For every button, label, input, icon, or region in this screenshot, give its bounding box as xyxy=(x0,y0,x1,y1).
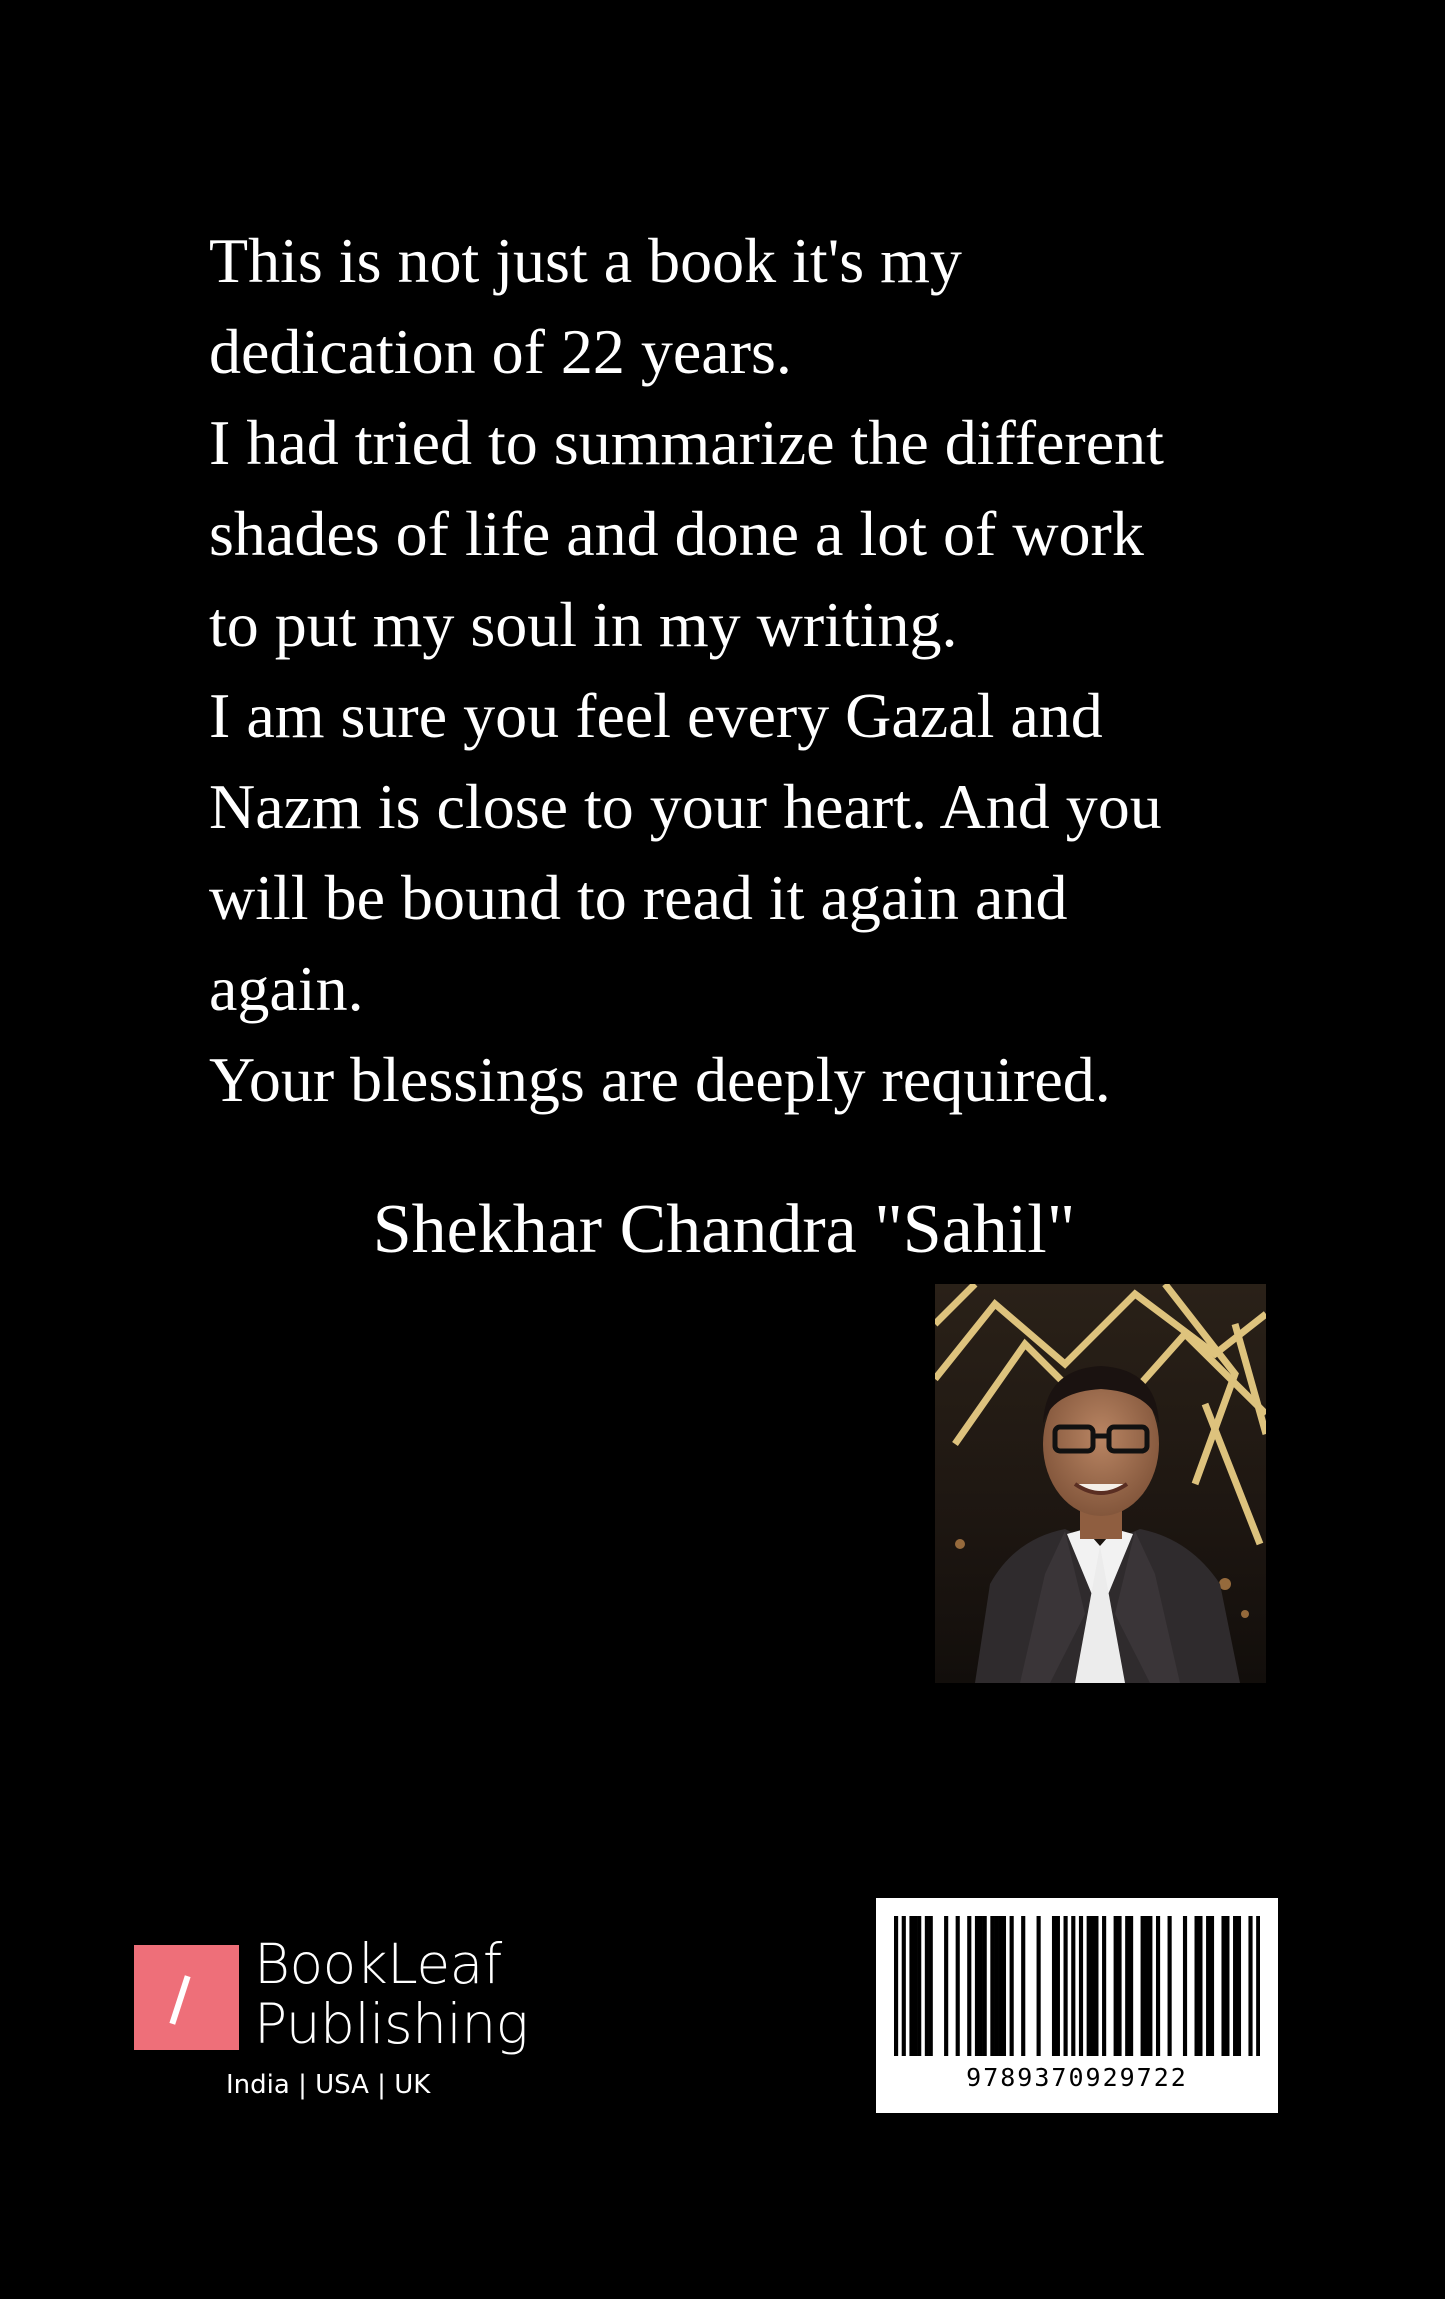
barcode-bar xyxy=(944,1916,948,2056)
barcode-bar xyxy=(1225,1916,1229,2056)
barcode-bar xyxy=(1183,1916,1187,2056)
barcode-bar xyxy=(994,1916,998,2056)
blurb-line: shades of life and done a lot of work xyxy=(209,498,1144,569)
isbn-barcode xyxy=(876,1898,1278,2113)
barcode-bar xyxy=(902,1916,906,2056)
barcode-bar xyxy=(894,1916,898,2056)
author-photo xyxy=(935,1284,1266,1683)
logo-mark xyxy=(134,1945,239,2050)
isbn-number: 9789370929722 xyxy=(966,2063,1188,2092)
blurb-text xyxy=(209,215,1309,1125)
barcode-bar xyxy=(1090,1916,1094,2056)
barcode-bar xyxy=(967,1916,971,2056)
barcode-bar xyxy=(979,1916,983,2056)
barcode-bar xyxy=(1198,1916,1202,2056)
blurb-line: Your blessings are deeply required. xyxy=(209,1044,1111,1115)
barcode-bar xyxy=(998,1916,1002,2056)
barcode-bar xyxy=(1168,1916,1172,2056)
barcode-bar xyxy=(1233,1916,1237,2056)
barcode-bar xyxy=(1052,1916,1056,2056)
barcode-bar xyxy=(1125,1916,1129,2056)
barcode-bar xyxy=(1141,1916,1145,2056)
barcode-bar xyxy=(1221,1916,1225,2056)
blurb-line: to put my soul in my writing. xyxy=(209,589,958,660)
barcode-bar xyxy=(956,1916,960,2056)
barcode-bar xyxy=(1002,1916,1006,2056)
barcode-bar xyxy=(1256,1916,1260,2056)
barcode-bars xyxy=(894,1916,1260,2056)
barcode-bar xyxy=(1064,1916,1068,2056)
barcode-bar xyxy=(917,1916,921,2056)
barcode-bar xyxy=(990,1916,994,2056)
barcode-bar xyxy=(1071,1916,1075,2056)
barcode-bar xyxy=(1087,1916,1091,2056)
barcode-bar xyxy=(983,1916,987,2056)
barcode-bar xyxy=(1156,1916,1160,2056)
publisher-name-line1: BookLeaf xyxy=(254,1932,502,1996)
barcode-bar xyxy=(925,1916,929,2056)
barcode-bar xyxy=(1037,1916,1041,2056)
barcode-bar xyxy=(1056,1916,1060,2056)
author-name: Shekhar Chandra "Sahil" xyxy=(372,1191,1076,1268)
barcode-bar xyxy=(975,1916,979,2056)
barcode-bar xyxy=(1206,1916,1210,2056)
barcode-bar xyxy=(1148,1916,1152,2056)
blurb-line: dedication of 22 years. xyxy=(209,316,792,387)
barcode-bar xyxy=(1010,1916,1014,2056)
publisher-regions: India | USA | UK xyxy=(226,2070,431,2100)
barcode-bar xyxy=(1021,1916,1025,2056)
barcode-bar xyxy=(1114,1916,1118,2056)
barcode-bar xyxy=(1102,1916,1106,2056)
barcode-bar xyxy=(929,1916,933,2056)
barcode-bar xyxy=(1094,1916,1098,2056)
slash-icon xyxy=(169,1975,190,2024)
barcode-bar xyxy=(1237,1916,1241,2056)
publisher-name-line2: Publishing xyxy=(254,1992,529,2056)
barcode-bar xyxy=(1129,1916,1133,2056)
barcode-bar xyxy=(1144,1916,1148,2056)
barcode-bar xyxy=(913,1916,917,2056)
barcode-bar xyxy=(1195,1916,1199,2056)
barcode-bar xyxy=(909,1916,913,2056)
blurb-line: This is not just a book it's my xyxy=(209,225,962,296)
blurb-line: again. xyxy=(209,953,364,1024)
blurb-line: will be bound to read it again and xyxy=(209,862,1068,933)
blurb-line: Nazm is close to your heart. And you xyxy=(209,771,1162,842)
barcode-bar xyxy=(1210,1916,1214,2056)
blurb-line: I had tried to summarize the different xyxy=(209,407,1164,478)
barcode-bar xyxy=(1248,1916,1252,2056)
blurb-line: I am sure you feel every Gazal and xyxy=(209,680,1103,751)
barcode-bar xyxy=(1079,1916,1083,2056)
publisher-name xyxy=(254,1934,554,2054)
barcode-bar xyxy=(1117,1916,1121,2056)
